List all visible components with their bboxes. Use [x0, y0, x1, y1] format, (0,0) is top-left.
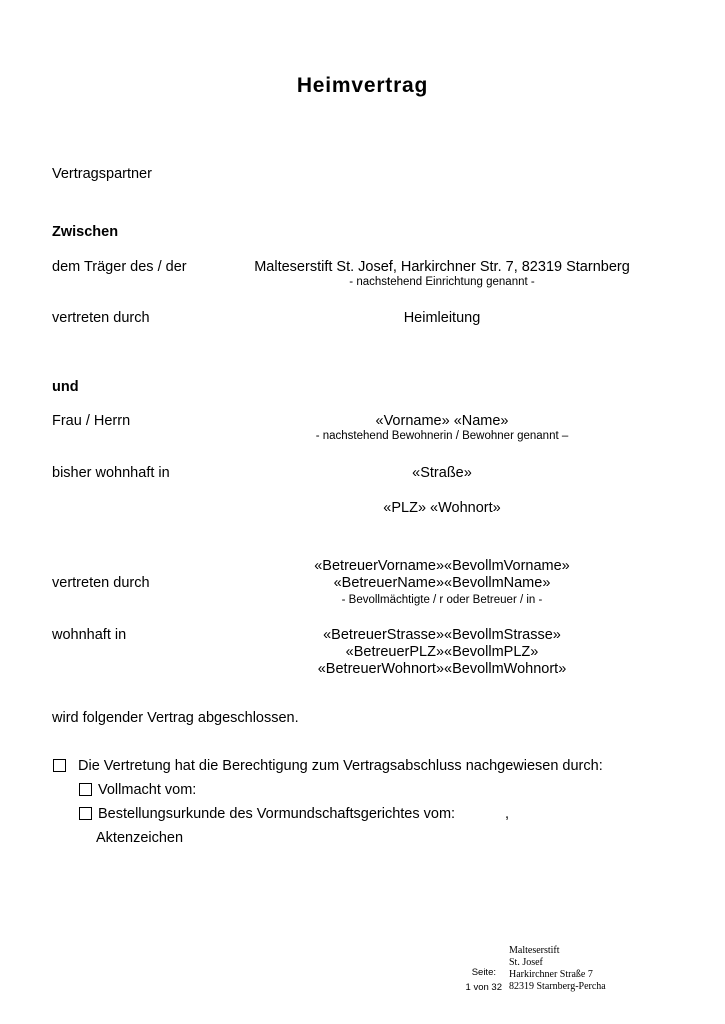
residence-label: bisher wohnhaft in — [52, 465, 170, 481]
appointment-checkbox[interactable] — [79, 807, 92, 820]
between-heading: Zwischen — [52, 224, 119, 240]
appointment-comma: , — [505, 806, 510, 822]
footer-address-line2: St. Josef — [509, 957, 543, 968]
carrier-value: Malteserstift St. Josef, Harkirchner Str. 7, 82319 Starnberg — [254, 259, 630, 275]
contract-statement: wird folgender Vertrag abgeschlossen. — [52, 710, 299, 726]
authorization-checkbox[interactable] — [53, 759, 66, 772]
carrier-label: dem Träger des / der — [52, 259, 187, 275]
footer-address-line3: Harkirchner Straße 7 — [509, 969, 593, 980]
resident-value: «Vorname» «Name» — [375, 413, 509, 429]
rep-address-line1: «BetreuerStrasse»«BevollmStrasse» — [323, 627, 561, 643]
rep-address-line3: «BetreuerWohnort»«BevollmWohnort» — [317, 661, 567, 677]
power-of-attorney-checkbox[interactable] — [79, 783, 92, 796]
rep-address-label: wohnhaft in — [52, 627, 127, 643]
appointment-label: Bestellungsurkunde des Vormundschaftsgerichtes vom: — [98, 806, 456, 822]
carrier-rep-label: vertreten durch — [52, 310, 150, 326]
representative-line2: «BetreuerName»«BevollmName» — [333, 575, 551, 591]
residence-street: «Straße» — [412, 465, 472, 481]
residence-city: «PLZ» «Wohnort» — [383, 500, 501, 516]
footer-page-label: Seite: — [471, 967, 496, 978]
representative-label: vertreten durch — [52, 575, 150, 591]
representative-line1: «BetreuerVorname»«BevollmVorname» — [314, 558, 570, 574]
footer-address-line1: Malteserstift — [509, 945, 560, 956]
representative-note: - Bevollmächtigte / r oder Betreuer / in - — [341, 594, 543, 606]
power-of-attorney-label: Vollmacht vom: — [98, 782, 197, 798]
parties-heading: Vertragspartner — [52, 166, 152, 182]
footer-page-count: 1 von 32 — [465, 982, 502, 993]
document-title: Heimvertrag — [296, 74, 429, 97]
resident-note: - nachstehend Bewohnerin / Bewohner genannt – — [315, 430, 569, 442]
file-number-label: Aktenzeichen — [96, 830, 184, 846]
resident-label: Frau / Herrn — [52, 413, 131, 429]
footer-address-line4: 82319 Starnberg-Percha — [509, 981, 606, 992]
rep-address-line2: «BetreuerPLZ»«BevollmPLZ» — [345, 644, 539, 660]
carrier-note: - nachstehend Einrichtung genannt - — [349, 276, 535, 288]
and-heading: und — [52, 379, 79, 395]
carrier-rep-value: Heimleitung — [403, 310, 481, 326]
authorization-label: Die Vertretung hat die Berechtigung zum Vertragsabschluss nachgewiesen durch: — [78, 758, 603, 774]
